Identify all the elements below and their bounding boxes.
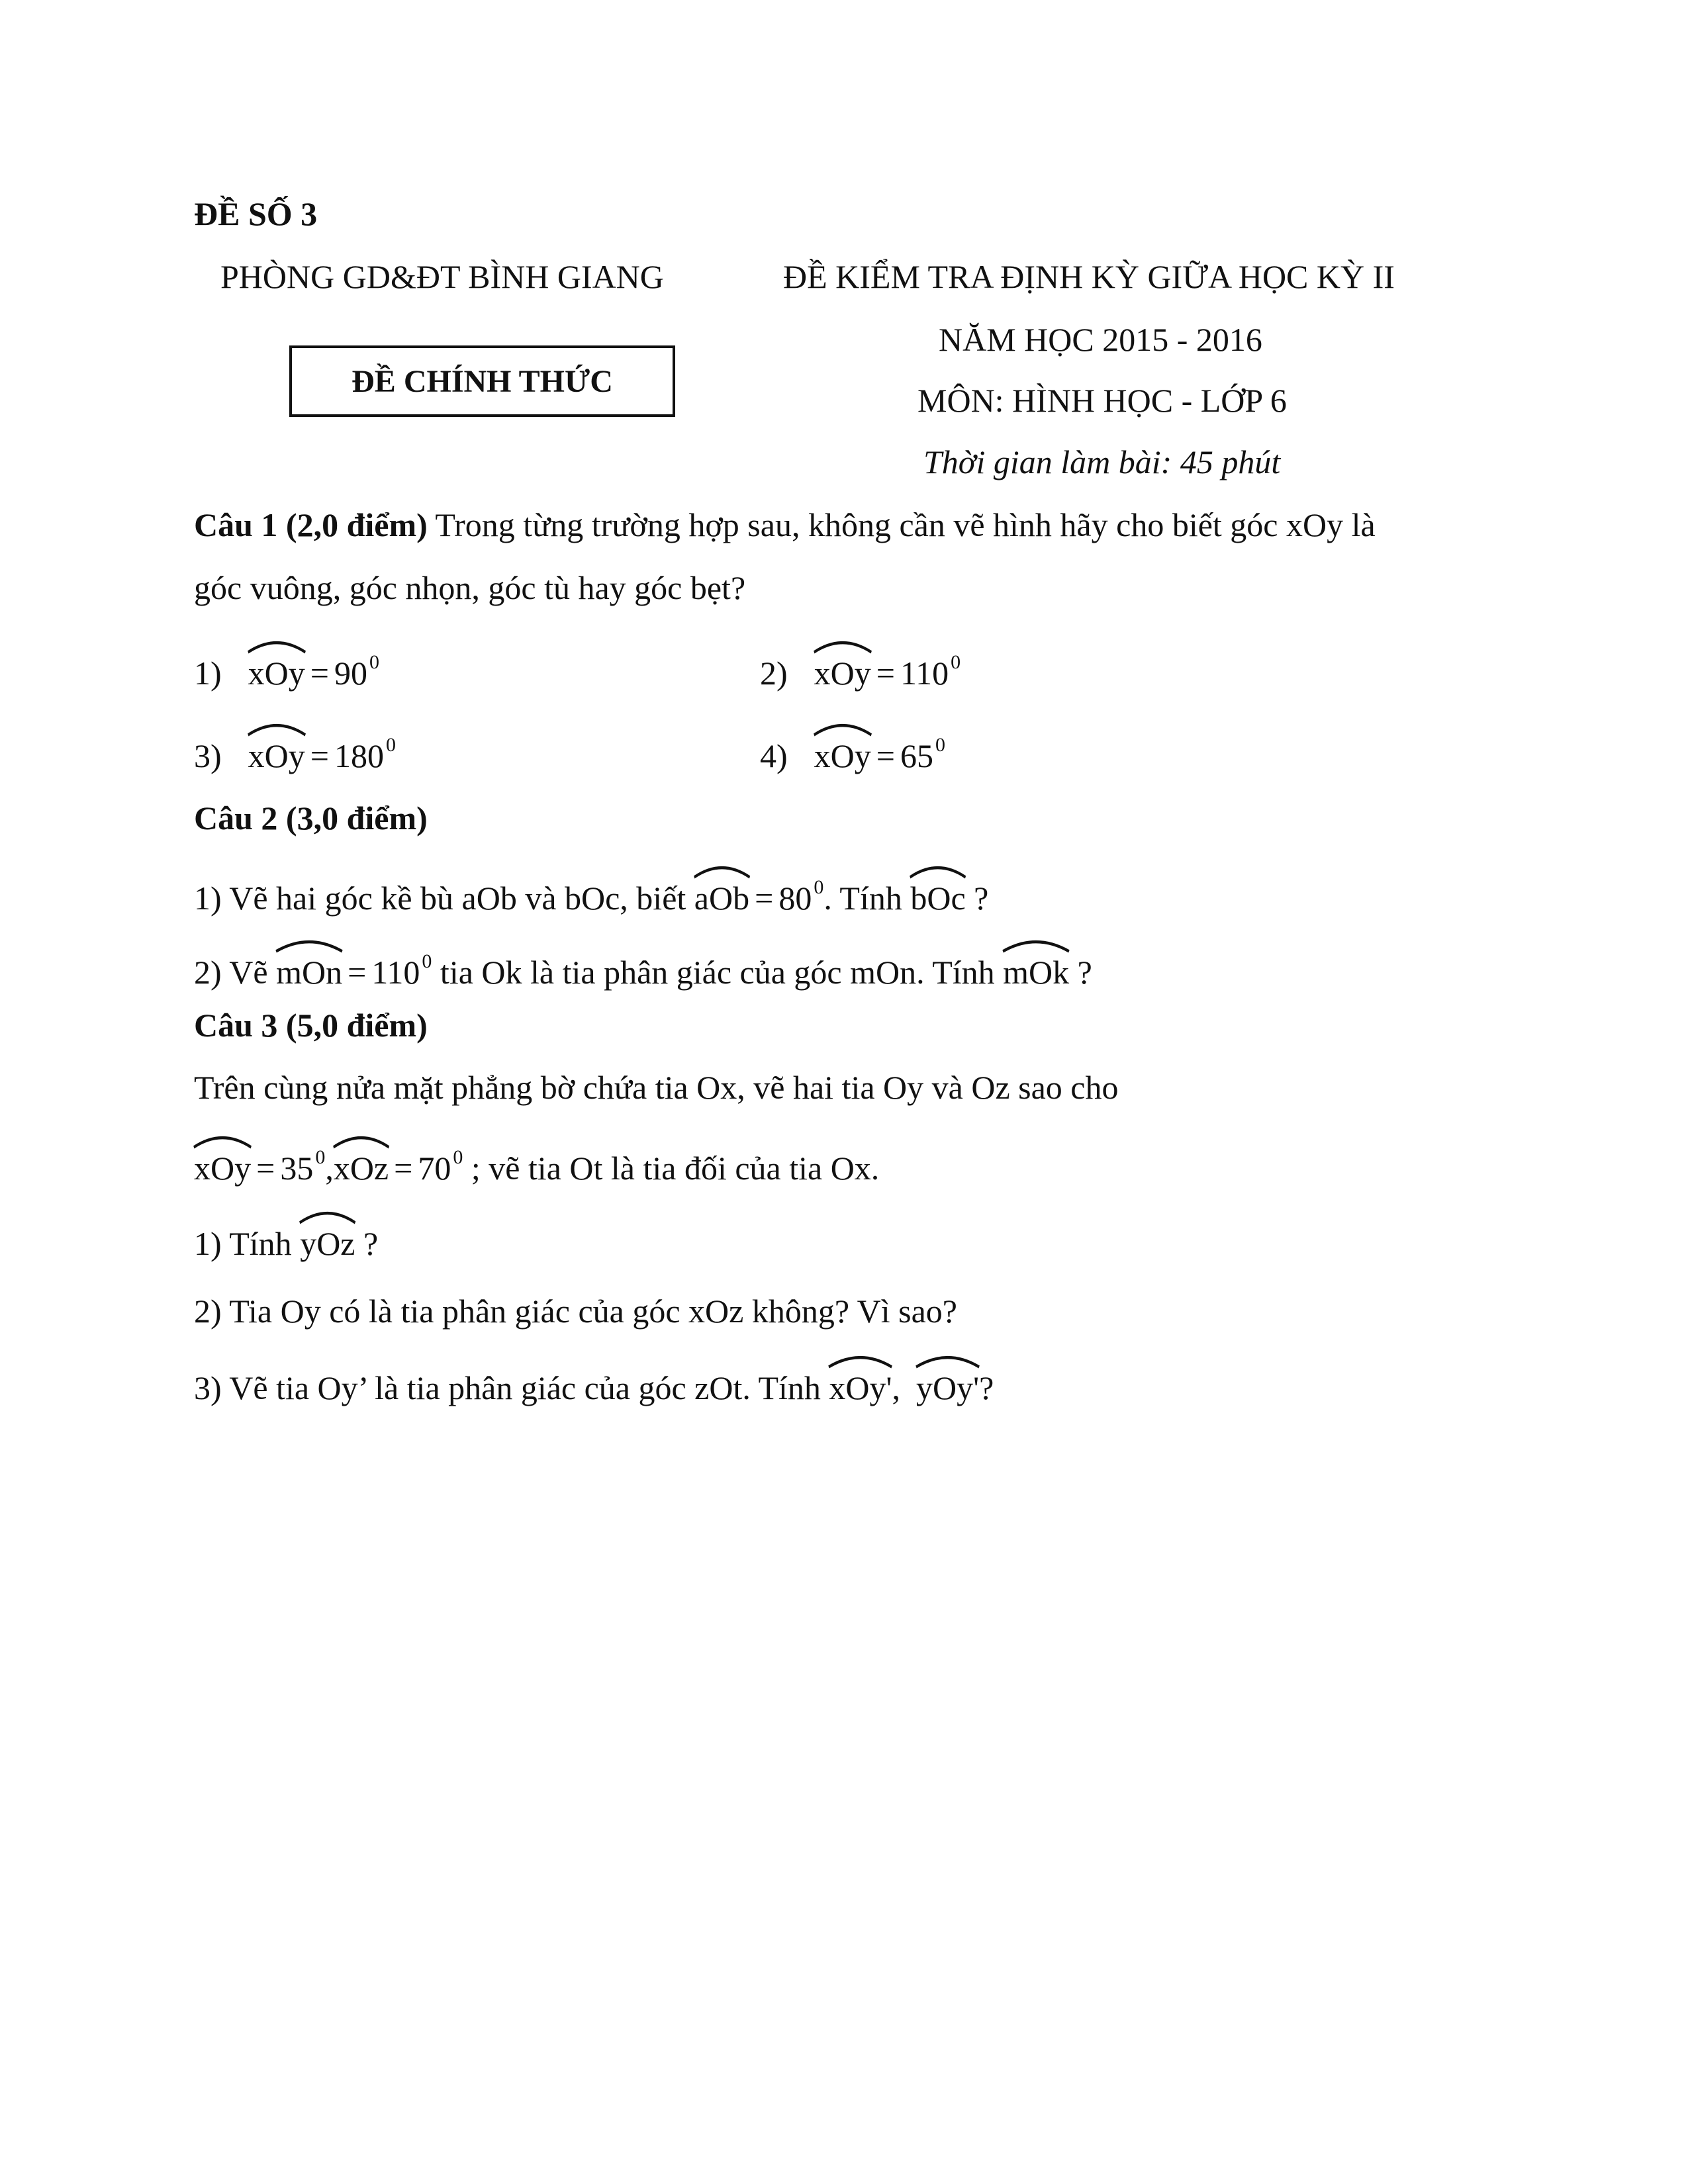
official-label: ĐỀ CHÍNH THỨC xyxy=(352,363,613,399)
q1-label: Câu 1 (2,0 điểm) xyxy=(194,506,428,543)
angle-xoz: xOz xyxy=(334,1144,389,1189)
q3-sub-2: 2) Tia Oy có là tia phân giác của góc xOz không? Vì sao? xyxy=(194,1293,957,1330)
q2-label: Câu 2 (3,0 điểm) xyxy=(194,799,428,837)
q1-item-3: 3) xOy = 180 $^0$ xyxy=(194,725,396,776)
q3-sub-3: 3) Vẽ tia Oy’ là tia phân giác của góc zOt. Tính xOy' , yOy' ? xyxy=(194,1363,994,1408)
time-limit: Thời gian làm bài: 45 phút xyxy=(923,443,1281,480)
angle-xoy: xOy xyxy=(248,731,305,776)
angle-aob: aOb xyxy=(694,874,749,919)
q3-intro: Trên cùng nửa mặt phẳng bờ chứa tia Ox, vẽ hai tia Oy và Oz sao cho xyxy=(194,1069,1119,1106)
q1-item-4: 4) xOy = 65 $^0$ xyxy=(760,725,945,776)
q1-prompt-part2: góc vuông, góc nhọn, góc tù hay góc bẹt? xyxy=(194,569,746,606)
angle-mok: mOk xyxy=(1003,948,1069,993)
subject-line: MÔN: HÌNH HỌC - LỚP 6 xyxy=(917,382,1287,419)
q1-item-1: 1) xOy = 90 $^0$ xyxy=(194,642,379,694)
q1-line1 xyxy=(194,504,1376,545)
angle-xoy: xOy xyxy=(814,649,871,694)
official-stamp-box xyxy=(289,345,675,417)
education-office: PHÒNG GD&ĐT BÌNH GIANG xyxy=(220,258,664,295)
angle-xoy: xOy xyxy=(248,649,305,694)
exam-title: ĐỀ KIỂM TRA ĐỊNH KỲ GIỮA HỌC KỲ II xyxy=(783,258,1395,295)
exam-number: ĐỀ SỐ 3 xyxy=(194,195,318,232)
angle-xoy: xOy xyxy=(814,731,871,776)
angle-boc: bOc xyxy=(910,874,965,919)
q1-item-2: 2) xOy = 110 $^0$ xyxy=(760,642,961,694)
q2-part-2: 2) Vẽ mOn = 110 $^0$ tia Ok là tia phân giác của góc mOn. Tính mOk ? xyxy=(194,941,1092,993)
angle-xoy: xOy xyxy=(194,1144,251,1189)
q2-part-1: 1) Vẽ hai góc kề bù aOb và bOc, biết aOb = 80 $^0$. Tính bOc ? xyxy=(194,867,988,919)
q3-label: Câu 3 (5,0 điểm) xyxy=(194,1007,428,1044)
q3-given: xOy = 35 $^0$,xOz = 70 $^0$ ; vẽ tia Ot là tia đối của tia Ox. xyxy=(194,1137,879,1189)
angle-yoz: yOz xyxy=(300,1219,355,1264)
q1-prompt-part1: Trong từng trường hợp sau, không cần vẽ hình hãy cho biết góc xOy là xyxy=(427,506,1376,543)
angle-yoy-prime: yOy' xyxy=(916,1363,979,1408)
q3-sub-1: 1) Tính yOz ? xyxy=(194,1219,378,1264)
angle-xoy-prime: xOy' xyxy=(829,1363,892,1408)
school-year: NĂM HỌC 2015 - 2016 xyxy=(939,321,1262,358)
angle-mon: mOn xyxy=(276,948,342,993)
